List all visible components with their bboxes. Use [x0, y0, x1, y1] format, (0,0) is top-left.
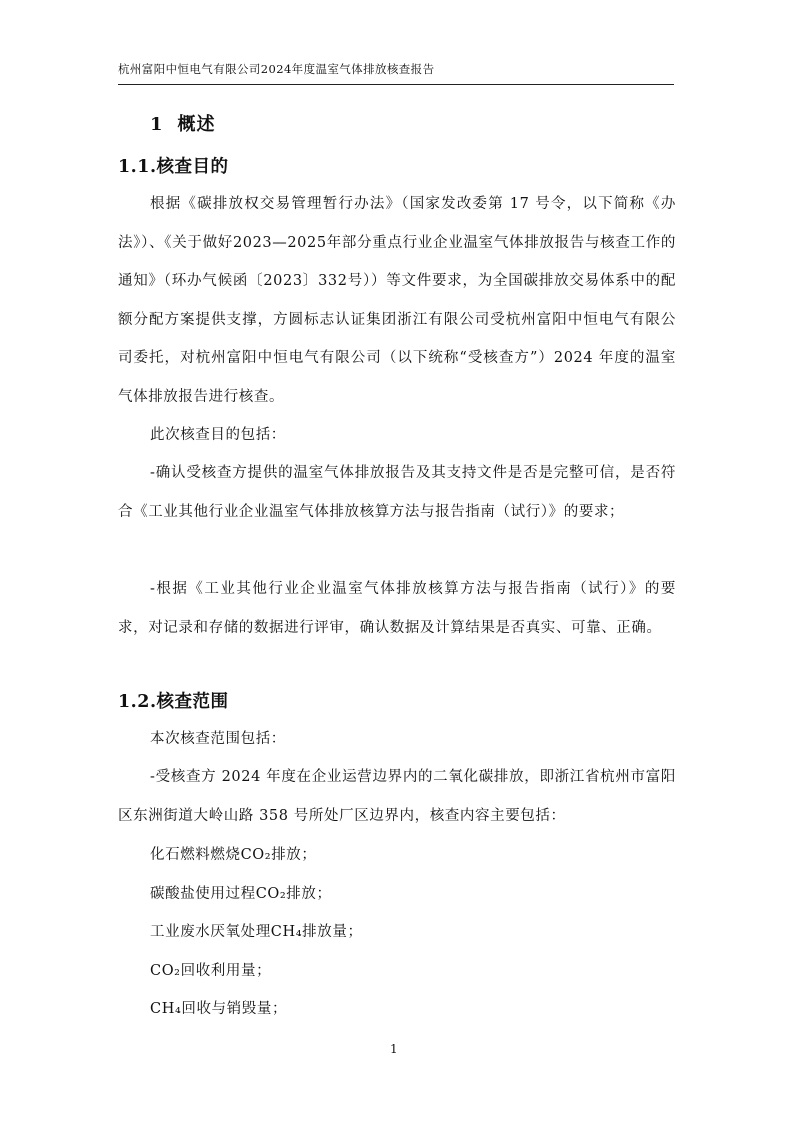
- scope-item: CO₂回收利用量；: [150, 963, 272, 979]
- page-header: 杭州富阳中恒电气有限公司2024年度温室气体排放核查报告: [118, 62, 435, 76]
- purpose-paragraph-4: -根据《工业其他行业企业温室气体排放核算方法与报告指南（试行）》的要求，对记录和存储的数据进行评审，确认数据及计算结果是否真实、可靠、正确。: [118, 581, 676, 636]
- scope-paragraph-1: 本次核查范围包括：: [150, 731, 286, 747]
- section-1-1-heading: 1.1.核查目的: [118, 157, 229, 177]
- section-1-title: 概述: [177, 114, 216, 135]
- scope-item: 化石燃料燃烧CO₂排放；: [150, 847, 317, 863]
- scope-item: 工业废水厌氧处理CH₄排放量；: [150, 924, 363, 940]
- scope-paragraph-2: -受核查方 2024 年度在企业运营边界内的二氧化碳排放，即浙江省杭州市富阳区东洲街道大岭山路 358 号所处厂区边界内，核查内容主要包括：: [118, 769, 676, 824]
- section-1-heading: [150, 110, 216, 136]
- header-divider: [118, 84, 674, 85]
- purpose-paragraph-2: 此次核查目的包括：: [150, 427, 286, 443]
- scope-item: CH₄回收与销毁量；: [150, 1001, 288, 1017]
- purpose-paragraph-3: -确认受核查方提供的温室气体排放报告及其支持文件是否是完整可信，是否符合《工业其他行业企业温室气体排放核算方法与报告指南（试行）》的要求；: [118, 465, 676, 520]
- scope-item: 碳酸盐使用过程CO₂排放；: [150, 886, 332, 902]
- section-1-2-heading: 1.2.核查范围: [118, 692, 229, 712]
- section-1-number: 1: [150, 114, 164, 135]
- purpose-paragraph-1: 根据《碳排放权交易管理暂行办法》（国家发改委第 17 号令，以下简称《办法》）、《关于做好2023—2025年部分重点行业企业温室气体排放报告与核查工作的通知》（环办气候函〔2023〕332号））等文件要求，为全国碳排放交易体系中的配额分配方案提供支撑，方圆标志认证集团浙江有限公司受杭州富阳中恒电气有限公司委托，对杭州富阳中恒电气有限公司（以下统称“受核查方”）2024 年度的温室气体排放报告进行核查。: [118, 196, 676, 405]
- page-number: 1: [390, 1042, 398, 1056]
